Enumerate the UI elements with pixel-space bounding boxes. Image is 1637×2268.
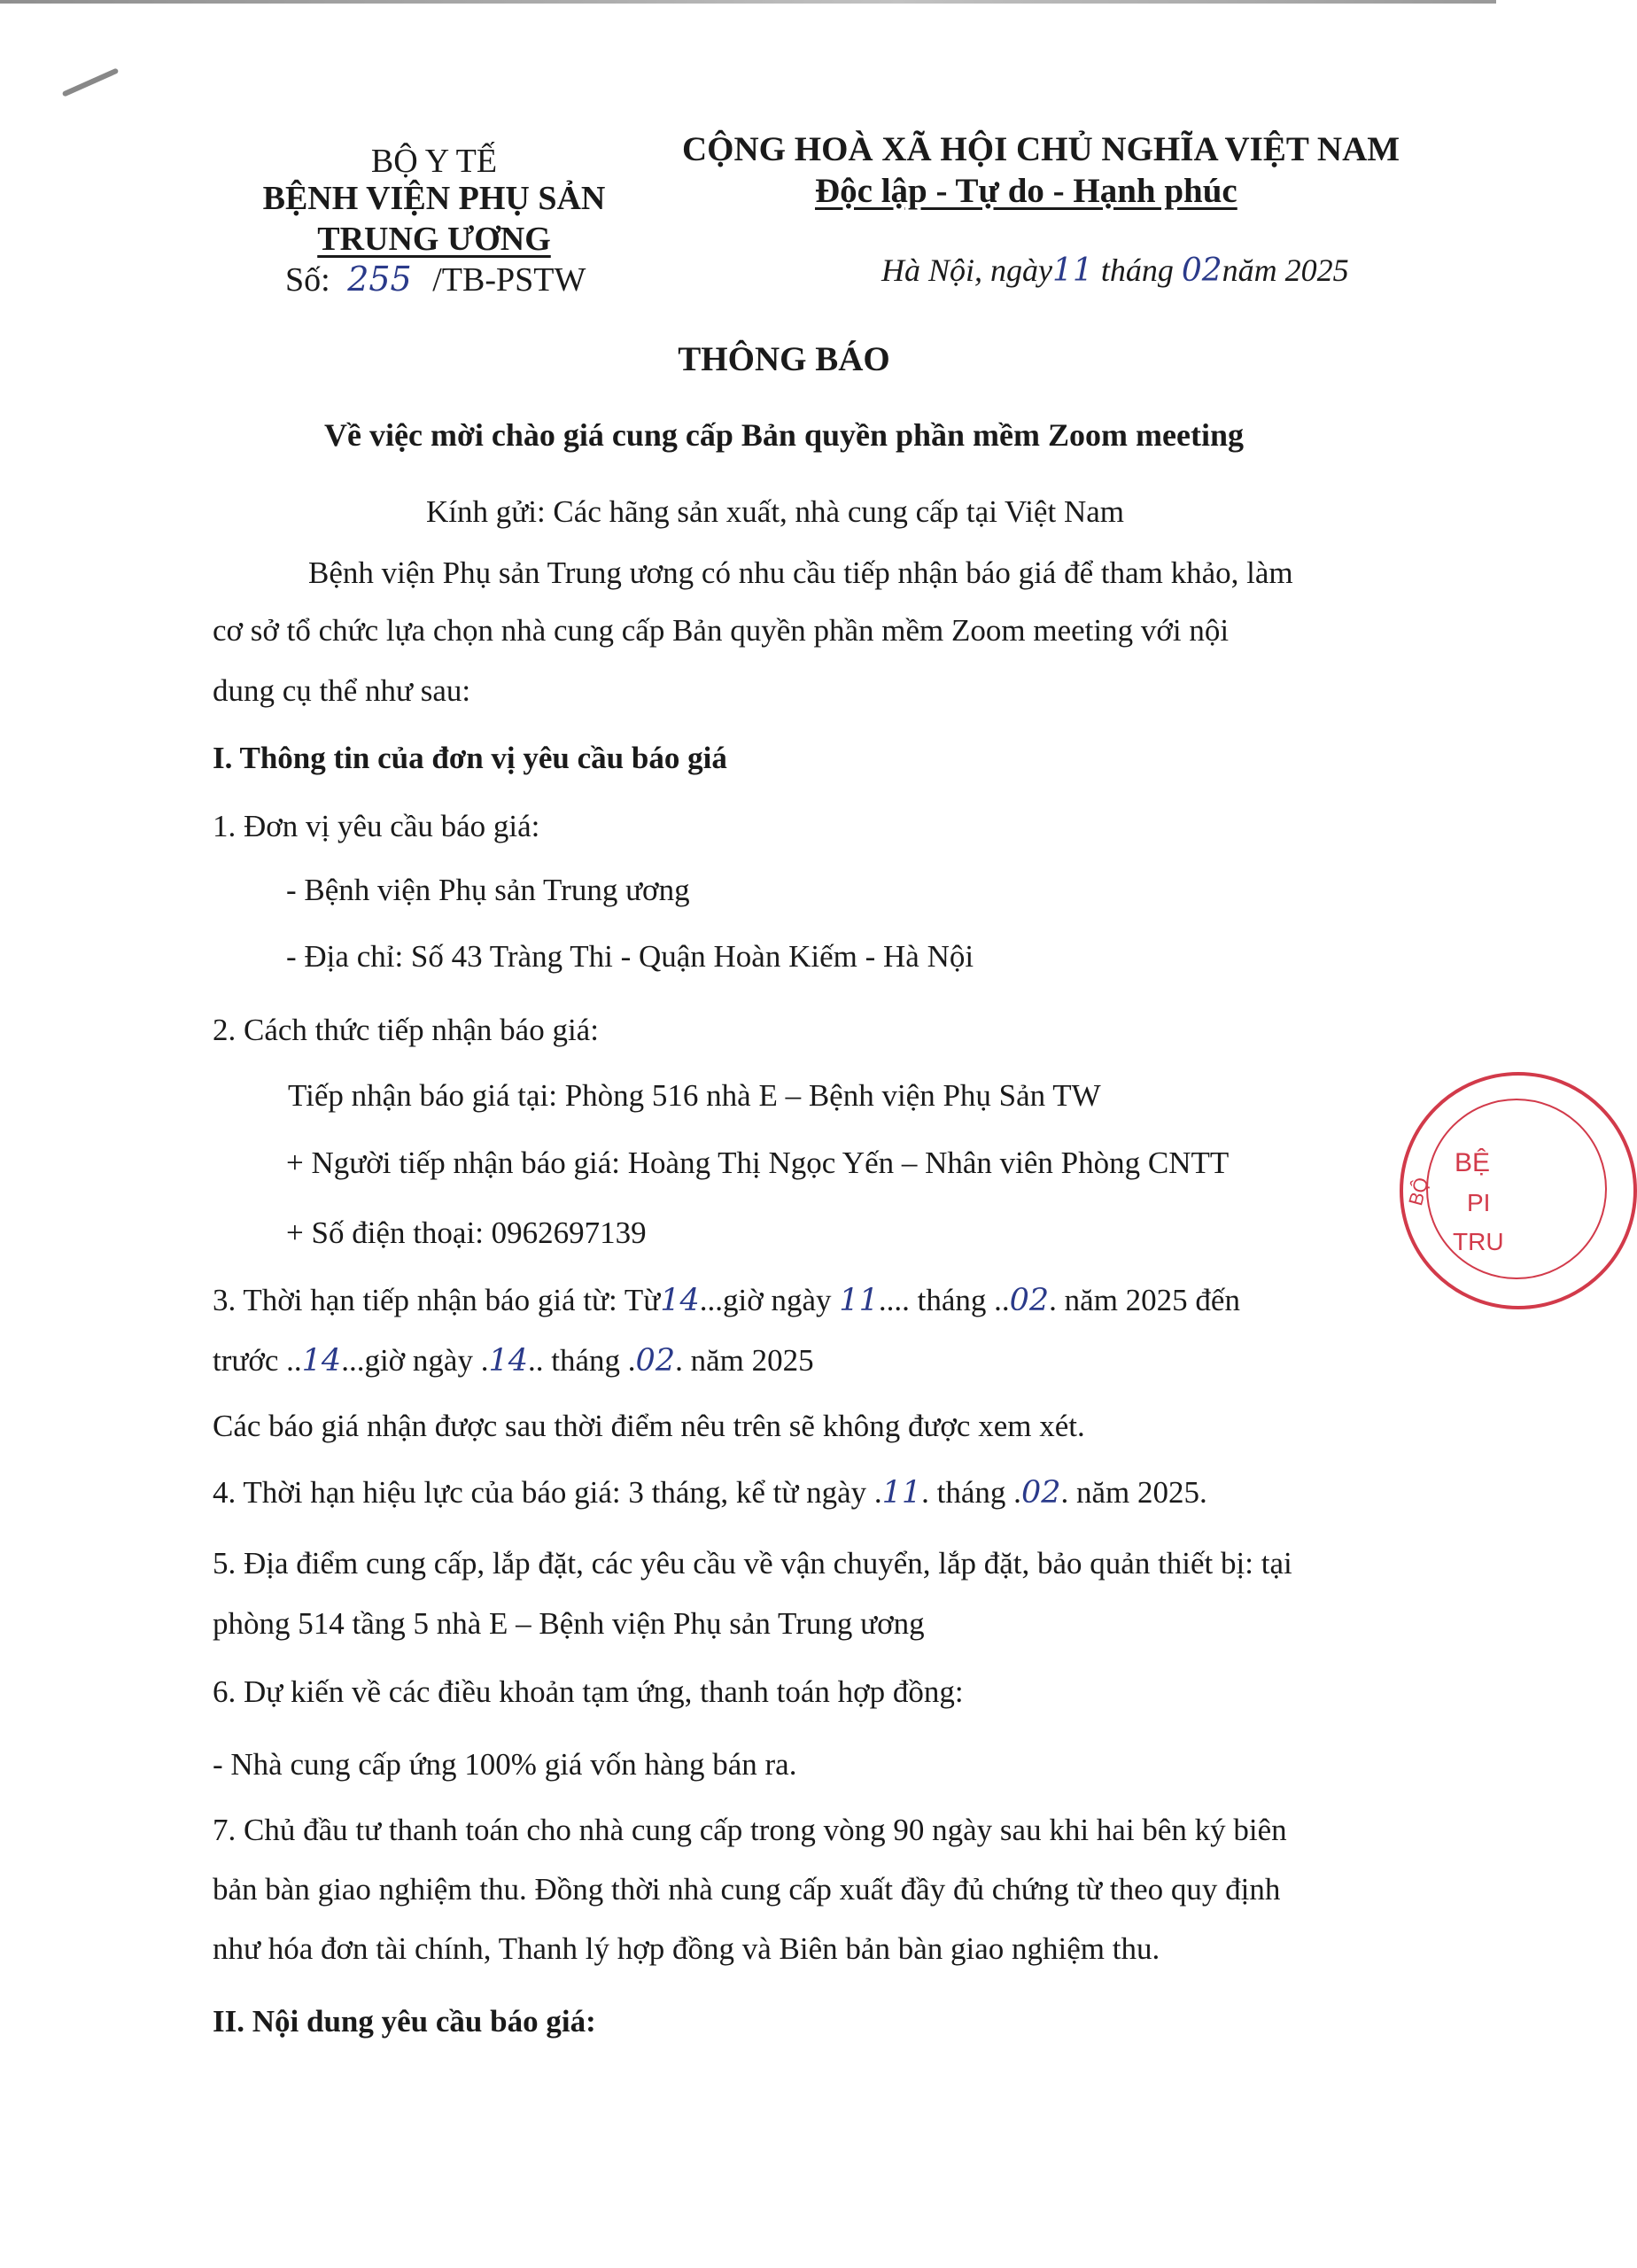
- item-4: 4. Thời hạn hiệu lực của báo giá: 3 tháng, kể từ ngày .11. tháng .02. năm 2025.: [213, 1475, 1207, 1511]
- handwritten-number: 255: [347, 260, 412, 299]
- late-submission-note: Các báo giá nhận được sau thời điểm nêu trên sẽ không được xem xét.: [213, 1409, 1085, 1443]
- addressee: Kính gửi: Các hãng sản xuất, nhà cung cấp tại Việt Nam: [426, 494, 1124, 529]
- item-3-line-2: trước ..14...giờ ngày .14.. tháng .02. năm 2025: [213, 1343, 814, 1379]
- stamp-text-b: PI: [1467, 1189, 1491, 1216]
- unit-address: - Địa chỉ: Số 43 Tràng Thi - Quận Hoàn Kiếm - Hà Nội: [286, 939, 974, 974]
- item-2: 2. Cách thức tiếp nhận báo giá:: [213, 1013, 599, 1047]
- section-2-heading: II. Nội dung yêu cầu báo giá:: [213, 2004, 596, 2039]
- item-3-line-1: 3. Thời hạn tiếp nhận báo giá từ: Từ14...giờ ngày 11.... tháng ..02. năm 2025 đến: [213, 1283, 1240, 1318]
- section-1-heading: I. Thông tin của đơn vị yêu cầu báo giá: [213, 741, 727, 775]
- receiver: + Người tiếp nhận báo giá: Hoàng Thị Ngọc Yến – Nhân viên Phòng CNTT: [286, 1146, 1230, 1180]
- scan-top-edge: [0, 0, 1496, 4]
- item-6-detail: - Nhà cung cấp ứng 100% giá vốn hàng bán ra.: [213, 1747, 797, 1782]
- item-6: 6. Dự kiến về các điều khoản tạm ứng, thanh toán hợp đồng:: [213, 1674, 964, 1709]
- item-1: 1. Đơn vị yêu cầu báo giá:: [213, 809, 540, 843]
- issue-date: Hà Nội, ngày11 tháng 02năm 2025: [881, 252, 1349, 289]
- intro-line-1: Bệnh viện Phụ sản Trung ương có nhu cầu tiếp nhận báo giá để tham khảo, làm: [308, 555, 1293, 590]
- national-motto: Độc lập - Tự do - Hạnh phúc: [815, 172, 1237, 210]
- intro-line-3: dung cụ thể như sau:: [213, 673, 471, 708]
- document-subtitle: Về việc mời chào giá cung cấp Bản quyền phần mềm Zoom meeting: [324, 417, 1244, 453]
- item-5-line-1: 5. Địa điểm cung cấp, lắp đặt, các yêu cầu về vận chuyển, lắp đặt, bảo quản thiết bị: tại: [213, 1546, 1292, 1581]
- receive-location: Tiếp nhận báo giá tại: Phòng 516 nhà E – Bệnh viện Phụ Sản TW: [288, 1078, 1101, 1113]
- intro-line-2: cơ sở tổ chức lựa chọn nhà cung cấp Bản quyền phần mềm Zoom meeting với nội: [213, 613, 1230, 648]
- ministry-name: BỘ Y TẾ: [370, 143, 498, 180]
- item-5-line-2: phòng 514 tầng 5 nhà E – Bệnh viện Phụ sản Trung ương: [213, 1606, 925, 1641]
- stamp-text-c: TRU: [1453, 1228, 1504, 1255]
- nation-title: CỘNG HOÀ XÃ HỘI CHỦ NGHĨA VIỆT NAM: [682, 130, 1400, 168]
- receiver-phone: + Số điện thoại: 0962697139: [286, 1216, 647, 1250]
- red-seal-stamp: [1400, 1072, 1637, 1309]
- hospital-name-line1: BỆNH VIỆN PHỤ SẢN: [262, 180, 606, 217]
- stamp-text-a: BỆ: [1455, 1148, 1491, 1177]
- hospital-name-line2: TRUNG ƯƠNG: [317, 221, 551, 258]
- document-number: Số: 255 /TB-PSTW: [285, 260, 586, 299]
- document-title: THÔNG BÁO: [678, 340, 890, 378]
- item-7-line-1: 7. Chủ đầu tư thanh toán cho nhà cung cấp trong vòng 90 ngày sau khi hai bên ký biên: [213, 1813, 1287, 1847]
- requesting-unit: - Bệnh viện Phụ sản Trung ương: [286, 873, 690, 907]
- item-7-line-2: bản bàn giao nghiệm thu. Đồng thời nhà cung cấp xuất đầy đủ chứng từ theo quy định: [213, 1872, 1281, 1907]
- stamp-text-d: BỘ: [1404, 1175, 1433, 1208]
- scan-artifact: [62, 67, 120, 97]
- item-7-line-3: như hóa đơn tài chính, Thanh lý hợp đồng và Biên bản bàn giao nghiệm thu.: [213, 1931, 1160, 1966]
